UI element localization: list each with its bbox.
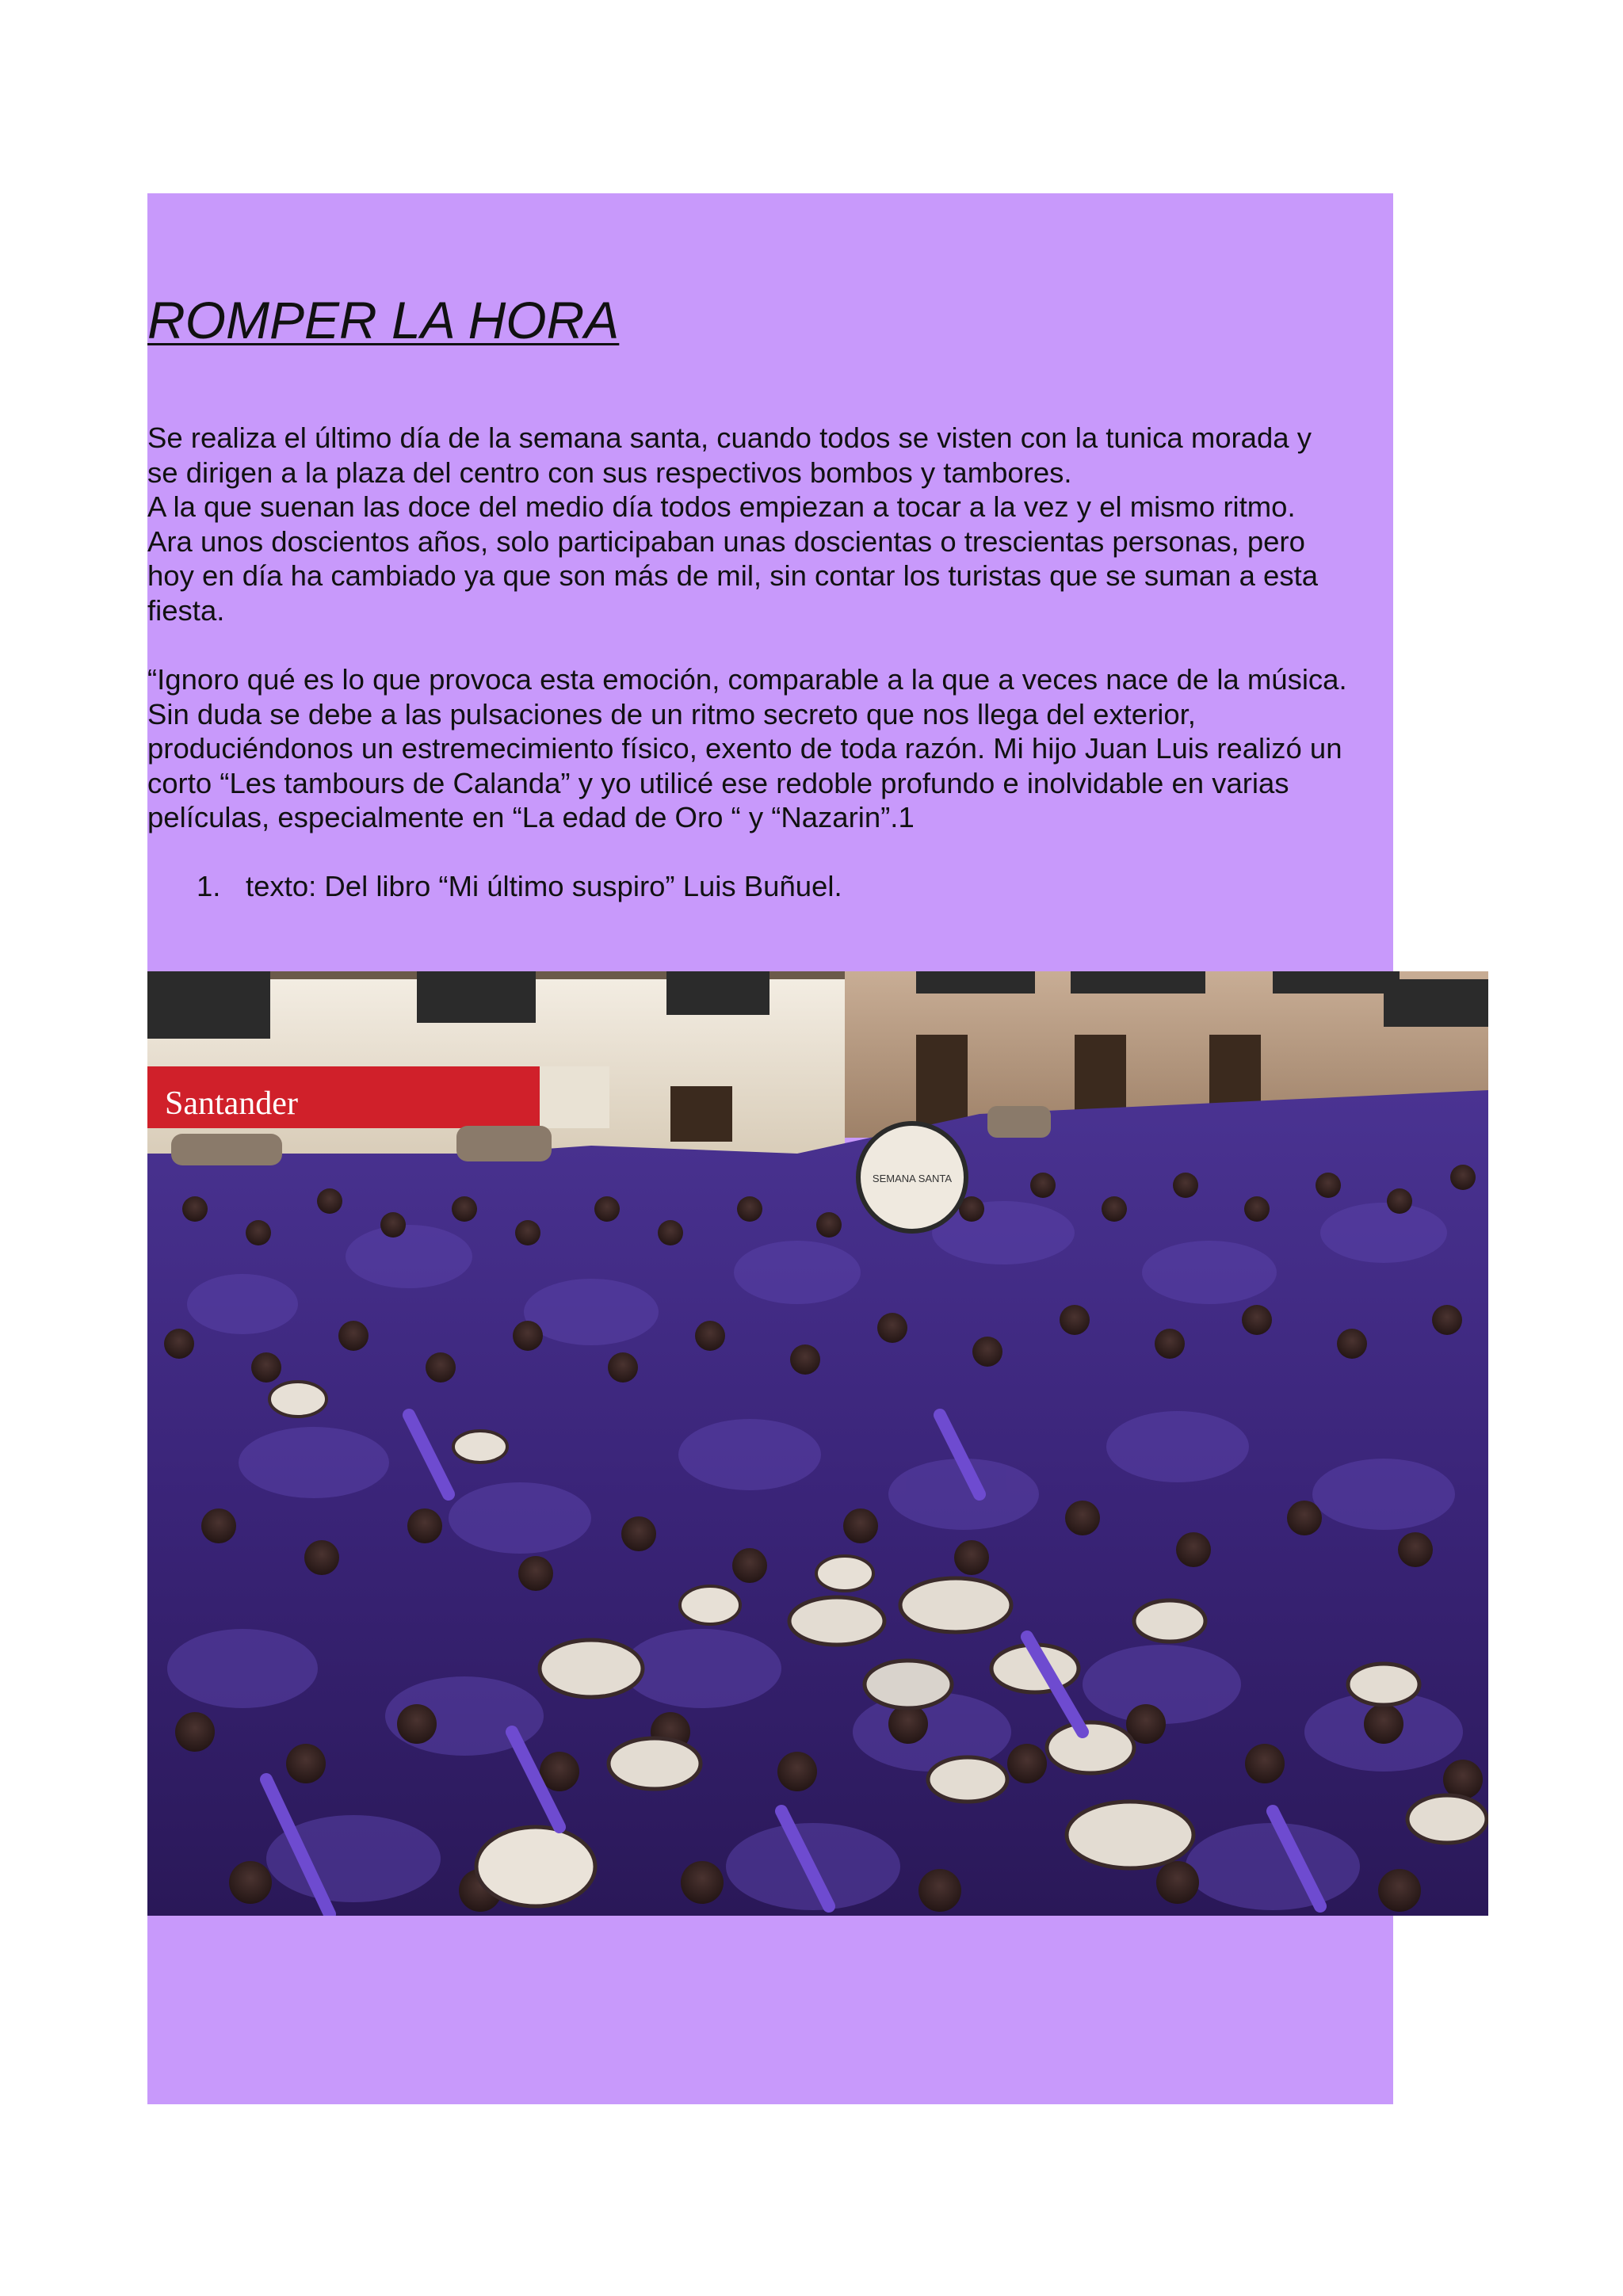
footnote-number: 1. (197, 870, 221, 902)
text-line: hoy en día ha cambiado ya que son más de mil, sin contar los turistas que se suman a esta (147, 559, 1319, 592)
text-line: “Ignoro qué es lo que provoca esta emoción, comparable a la que a veces nace de la música. (147, 663, 1347, 696)
procession-photo (147, 971, 1488, 1916)
footnote (197, 869, 842, 904)
text-line: Se realiza el último día de la semana santa, cuando todos se visten con la tunica morada y (147, 421, 1312, 454)
text-line: produciéndonos un estremecimiento físico, exento de toda razón. Mi hijo Juan Luis realizó un (147, 732, 1342, 765)
crowd (147, 1090, 1488, 1916)
paragraph-description (147, 421, 1415, 627)
paragraph-quote (147, 662, 1415, 835)
text-line: A la que suenan las doce del medio día todos empiezan a tocar a la vez y el mismo ritmo. (147, 490, 1296, 523)
text-line: películas, especialmente en “La edad de Oro “ y “Nazarin”.1 (147, 801, 915, 833)
text-line: Ara unos doscientos años, solo participaban unas doscientas o trescientas personas, pero (147, 524, 1305, 558)
footnote-text: texto: Del libro “Mi último suspiro” Luis Buñuel. (246, 870, 842, 902)
svg-text:SEMANA SANTA: SEMANA SANTA (872, 1173, 953, 1184)
text-line: Sin duda se debe a las pulsaciones de un ritmo secreto que nos llega del exterior, (147, 697, 1196, 730)
text-line: fiesta. (147, 593, 225, 627)
bass-drum (858, 1123, 966, 1231)
text-line: se dirigen a la plaza del centro con sus respectivos bombos y tambores. (147, 456, 1072, 489)
bank-sign-text: Santander (165, 1085, 298, 1122)
page-title: ROMPER LA HORA (147, 291, 620, 349)
text-line: corto “Les tambours de Calanda” y yo utilicé ese redoble profundo e inolvidable en varias (147, 766, 1289, 799)
